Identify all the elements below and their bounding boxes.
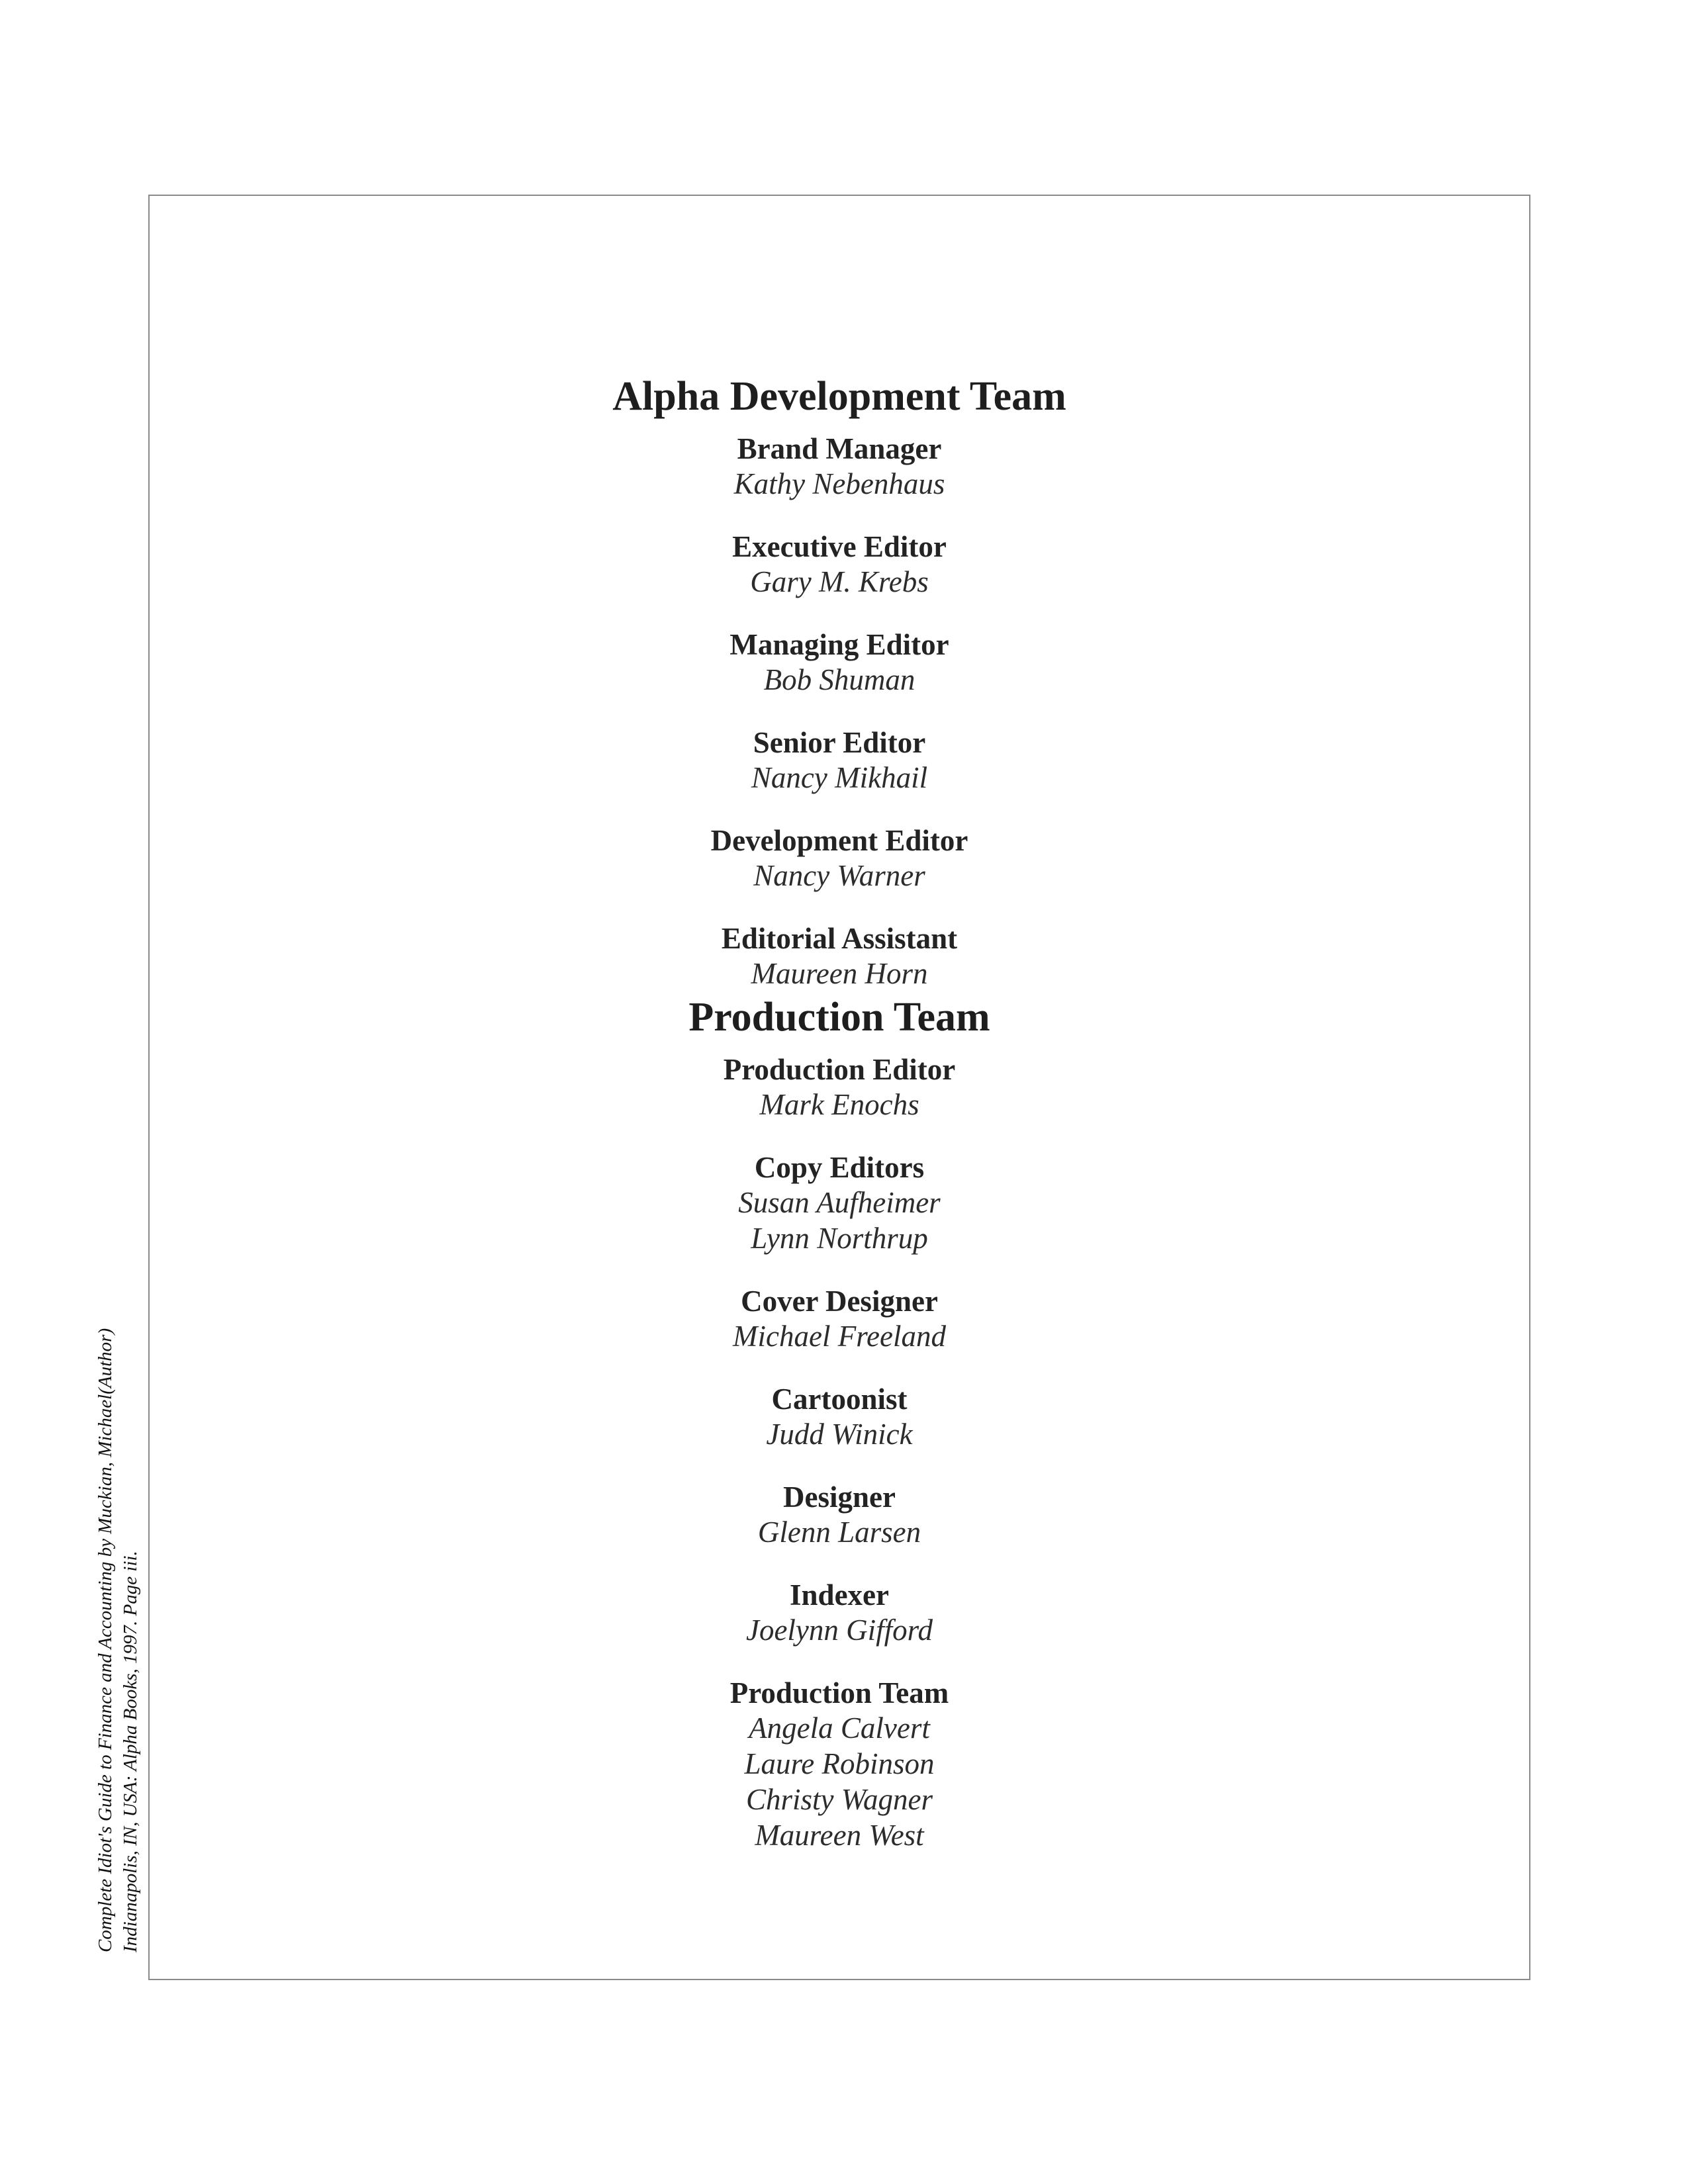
person-name: Gary M. Krebs — [750, 565, 929, 598]
credit-entry — [148, 529, 1530, 600]
person-name: Joelynn Gifford — [745, 1614, 933, 1647]
credit-entry — [148, 627, 1530, 698]
production-team-roles — [148, 1052, 1530, 1881]
credit-entry — [148, 1150, 1530, 1256]
person-name: Michael Freeland — [733, 1320, 946, 1353]
citation-line-1: Complete Idiot's Guide to Finance and Accounting by Muckian, Michael(Author) — [95, 1328, 116, 1952]
role-title: Indexer — [790, 1578, 889, 1612]
person-name: Susan Aufheimer — [738, 1186, 941, 1219]
credit-entry — [148, 1578, 1530, 1648]
role-title: Editorial Assistant — [721, 922, 958, 955]
credit-entry — [148, 823, 1530, 893]
role-title: Copy Editors — [754, 1151, 925, 1184]
credit-entry — [148, 432, 1530, 502]
role-title: Cover Designer — [741, 1285, 938, 1318]
role-title: Senior Editor — [753, 726, 926, 759]
credit-entry — [148, 725, 1530, 796]
person-name: Christy Wagner — [745, 1783, 933, 1816]
person-name: Mark Enochs — [759, 1088, 919, 1121]
person-name: Maureen Horn — [751, 957, 928, 990]
person-name: Nancy Warner — [753, 859, 925, 892]
role-title: Designer — [783, 1480, 896, 1514]
person-name: Lynn Northrup — [751, 1222, 928, 1255]
role-title: Production Editor — [723, 1053, 956, 1086]
credit-entry — [148, 1382, 1530, 1452]
role-title: Executive Editor — [732, 530, 947, 563]
credit-entry — [148, 1480, 1530, 1550]
role-title: Cartoonist — [771, 1383, 908, 1416]
credit-entry — [148, 1052, 1530, 1122]
role-title: Brand Manager — [737, 432, 942, 465]
alpha-team-heading: Alpha Development Team — [612, 374, 1066, 419]
role-title: Production Team — [729, 1676, 949, 1709]
credit-entry — [148, 1676, 1530, 1853]
person-name: Bob Shuman — [763, 663, 915, 696]
credit-entry — [148, 921, 1530, 991]
citation-sidebar — [93, 1328, 143, 1952]
citation-line-2: Indianapolis, IN, USA: Alpha Books, 1997. Page iii. — [120, 1551, 141, 1952]
person-name: Judd Winick — [766, 1418, 913, 1451]
person-name: Nancy Mikhail — [751, 761, 928, 794]
production-team-heading: Production Team — [688, 995, 990, 1040]
person-name: Kathy Nebenhaus — [733, 467, 945, 500]
role-title: Managing Editor — [729, 628, 949, 661]
person-name: Glenn Larsen — [757, 1516, 921, 1549]
credit-entry — [148, 1284, 1530, 1354]
person-name: Laure Robinson — [744, 1747, 935, 1780]
role-title: Development Editor — [710, 824, 968, 857]
person-name: Angela Calvert — [749, 1711, 930, 1745]
person-name: Maureen West — [755, 1819, 924, 1852]
alpha-team-roles — [148, 432, 1530, 1019]
